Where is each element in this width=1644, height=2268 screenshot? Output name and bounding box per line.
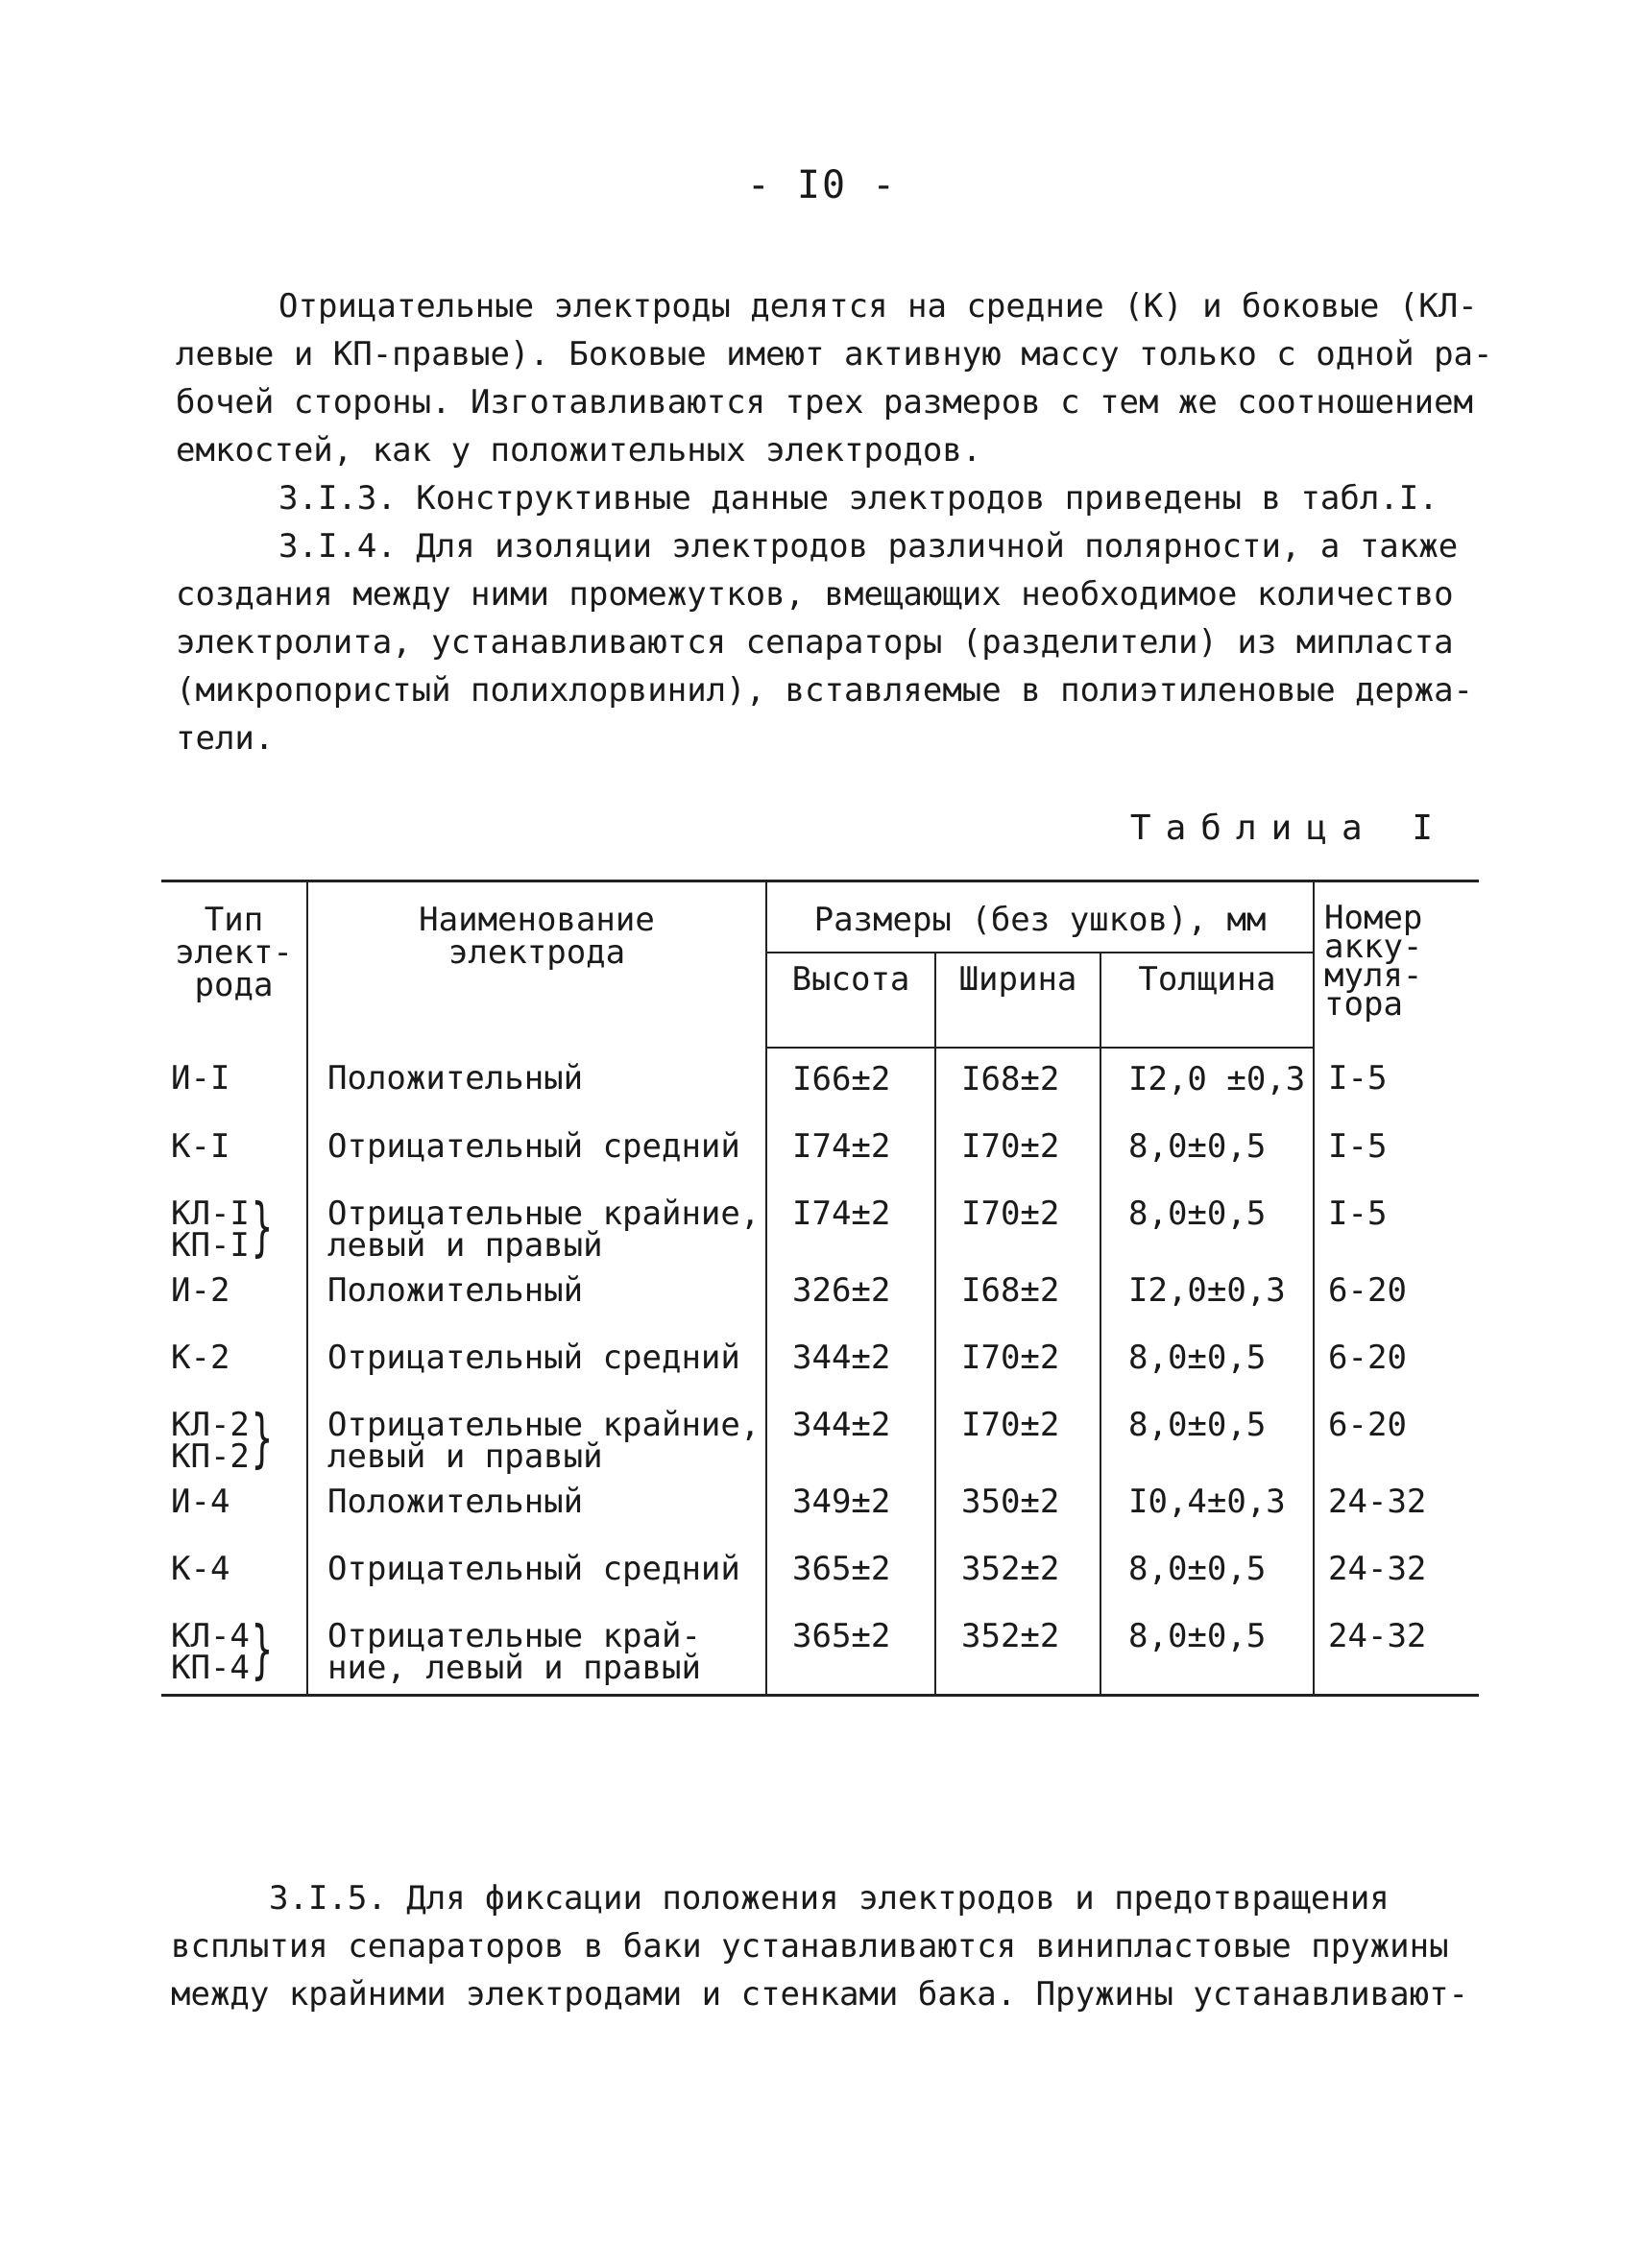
- cell-accumulator: 6-20: [1314, 1339, 1479, 1406]
- electrode-name: левый и правый: [327, 1437, 603, 1476]
- cell-type: [161, 1483, 307, 1550]
- cell-thickness: 8,0±0,5: [1100, 1550, 1314, 1617]
- cell-width: I68±2: [935, 1048, 1100, 1127]
- electrode-type: К-2: [171, 1339, 230, 1377]
- header-type: [161, 881, 307, 1049]
- cell-name: [307, 1483, 766, 1550]
- header-thickness: Толщина: [1100, 953, 1314, 1048]
- text-line: тели.: [176, 719, 275, 758]
- cell-thickness: I0,4±0,3: [1100, 1483, 1314, 1550]
- header-height: Высота: [766, 953, 935, 1048]
- electrode-type: КЛ-I: [171, 1194, 250, 1233]
- electrode-type: КЛ-2: [171, 1406, 250, 1444]
- cell-height: 344±2: [766, 1339, 935, 1406]
- header-width: Ширина: [935, 953, 1100, 1048]
- cell-thickness: 8,0±0,5: [1100, 1339, 1314, 1406]
- cell-thickness: I2,0±0,3: [1100, 1271, 1314, 1339]
- cell-type: [161, 1401, 307, 1483]
- electrode-type: К-I: [171, 1127, 230, 1166]
- cell-width: 350±2: [935, 1483, 1100, 1550]
- cell-name: [307, 1617, 766, 1696]
- table-row: [161, 1048, 1479, 1127]
- table-row: [161, 1406, 1479, 1483]
- electrode-type: К-4: [171, 1550, 230, 1588]
- electrode-name: Положительный: [327, 1483, 584, 1521]
- electrode-type: КП-4: [171, 1649, 250, 1687]
- header-acc-line: муля-: [1324, 956, 1423, 995]
- table-row: [161, 1550, 1479, 1617]
- table-caption: Таблица I: [1129, 808, 1447, 848]
- cell-type: [161, 1339, 307, 1406]
- paragraph-3-1-4: [176, 522, 1473, 762]
- cell-type: [161, 1190, 307, 1271]
- cell-name: [307, 1406, 766, 1483]
- cell-accumulator: I-5: [1314, 1194, 1479, 1271]
- table-row: [161, 1617, 1479, 1696]
- cell-width: I70±2: [935, 1339, 1100, 1406]
- electrode-table: [161, 880, 1479, 1738]
- header-type-line: Тип: [204, 901, 264, 939]
- electrode-name: ние, левый и правый: [327, 1649, 701, 1687]
- electrode-type: И-2: [171, 1271, 230, 1310]
- paragraph-3-1-3: 3.I.3. Конструктивные данные электродов приведены в табл.I.: [278, 479, 1438, 518]
- cell-thickness: 8,0±0,5: [1100, 1617, 1314, 1696]
- cell-name: [307, 1048, 766, 1127]
- header-name: [307, 881, 766, 1049]
- table-row: [161, 1194, 1479, 1271]
- text-line: левые и КП-правые). Боковые имеют активную массу только с одной ра-: [176, 335, 1493, 374]
- cell-accumulator: 24-32: [1314, 1550, 1479, 1617]
- text-line: (микропористый полихлорвинил), вставляемые в полиэтиленовые держа-: [176, 671, 1474, 710]
- cell-height: I74±2: [766, 1127, 935, 1194]
- header-acc-line: акку-: [1324, 928, 1423, 966]
- text-line: всплытия сепараторов в баки устанавливаются винипластовые пружины: [171, 1927, 1449, 1966]
- cell-name: [307, 1271, 766, 1339]
- header-acc-line: Номер: [1324, 899, 1423, 937]
- cell-type: [161, 1550, 307, 1617]
- header-type-line: элект-: [175, 933, 293, 972]
- brace-mark: }: [251, 1401, 273, 1475]
- cell-width: I70±2: [935, 1127, 1100, 1194]
- header-accumulator: [1314, 881, 1479, 1049]
- cell-width: I68±2: [935, 1271, 1100, 1339]
- brace-mark: }: [251, 1612, 273, 1686]
- brace-mark: }: [251, 1190, 273, 1264]
- cell-type: [161, 1612, 307, 1696]
- header-acc-line: тора: [1324, 985, 1403, 1024]
- electrode-name: Отрицательные крайние,: [327, 1406, 761, 1444]
- paragraph-electrodes-negative: [176, 282, 1492, 474]
- text-line: между крайними электродами и стенками бака. Пружины устанавливают-: [171, 1975, 1469, 2014]
- cell-width: I70±2: [935, 1406, 1100, 1483]
- cell-accumulator: 24-32: [1314, 1617, 1479, 1696]
- text-line: создания между ними промежутков, вмещающих необходимое количество: [176, 575, 1454, 614]
- cell-height: I66±2: [766, 1048, 935, 1127]
- electrode-name: Отрицательный средний: [327, 1127, 740, 1166]
- cell-name: [307, 1550, 766, 1617]
- electrode-name: Отрицательный средний: [327, 1339, 740, 1377]
- electrode-name: Положительный: [327, 1271, 584, 1310]
- cell-accumulator: 24-32: [1314, 1483, 1479, 1550]
- cell-accumulator: I-5: [1314, 1127, 1479, 1194]
- cell-accumulator: 6-20: [1314, 1271, 1479, 1339]
- page-number: - I0 -: [746, 163, 898, 207]
- cell-width: 352±2: [935, 1550, 1100, 1617]
- cell-accumulator: 6-20: [1314, 1406, 1479, 1483]
- table-row: [161, 1271, 1479, 1339]
- text-line: Отрицательные электроды делятся на средние (К) и боковые (КЛ-: [278, 287, 1478, 326]
- electrode-type: КП-I: [171, 1226, 250, 1265]
- text-line: емкостей, как у положительных электродов.: [176, 431, 982, 470]
- electrode-name: Отрицательный средний: [327, 1550, 740, 1588]
- cell-height: 365±2: [766, 1617, 935, 1696]
- header-name-line: Наименование: [419, 901, 655, 939]
- cell-thickness: 8,0±0,5: [1100, 1127, 1314, 1194]
- cell-height: 344±2: [766, 1406, 935, 1483]
- cell-height: 326±2: [766, 1271, 935, 1339]
- cell-width: 352±2: [935, 1617, 1100, 1696]
- electrode-type: И-I: [171, 1059, 230, 1098]
- electrode-name: Отрицательные крайние,: [327, 1194, 761, 1233]
- electrode-type: И-4: [171, 1483, 230, 1521]
- text-line: 3.I.4. Для изоляции электродов различной полярности, а также: [278, 527, 1459, 566]
- electrode-name: левый и правый: [327, 1226, 603, 1265]
- electrode-type: КЛ-4: [171, 1617, 250, 1655]
- table-row: [161, 1483, 1479, 1550]
- text-line: 3.I.5. Для фиксации положения электродов и предотвращения: [269, 1879, 1390, 1918]
- header-sizes: Размеры (без ушков), мм: [766, 881, 1314, 953]
- cell-name: [307, 1127, 766, 1194]
- table-row: [161, 1339, 1479, 1406]
- electrode-name: Положительный: [327, 1059, 584, 1098]
- cell-accumulator: I-5: [1314, 1048, 1479, 1127]
- text-line: электролита, устанавливаются сепараторы (разделители) из мипласта: [176, 623, 1454, 662]
- cell-type: [161, 1048, 307, 1127]
- cell-height: I74±2: [766, 1194, 935, 1271]
- cell-name: [307, 1339, 766, 1406]
- electrode-name: Отрицательные край-: [327, 1617, 701, 1655]
- cell-type: [161, 1127, 307, 1194]
- table-row: [161, 1127, 1479, 1194]
- cell-thickness: 8,0±0,5: [1100, 1406, 1314, 1483]
- cell-height: 365±2: [766, 1550, 935, 1617]
- text-line: бочей стороны. Изготавливаются трех размеров с тем же соотношением: [176, 383, 1474, 422]
- cell-thickness: I2,0 ±0,3: [1100, 1048, 1314, 1127]
- cell-width: I70±2: [935, 1194, 1100, 1271]
- cell-type: [161, 1271, 307, 1339]
- header-name-line: электрода: [447, 933, 626, 972]
- cell-thickness: 8,0±0,5: [1100, 1194, 1314, 1271]
- header-type-line: рода: [194, 966, 274, 1004]
- cell-name: [307, 1194, 766, 1271]
- electrode-type: КП-2: [171, 1437, 250, 1476]
- cell-height: 349±2: [766, 1483, 935, 1550]
- paragraph-3-1-5: [171, 1874, 1468, 2018]
